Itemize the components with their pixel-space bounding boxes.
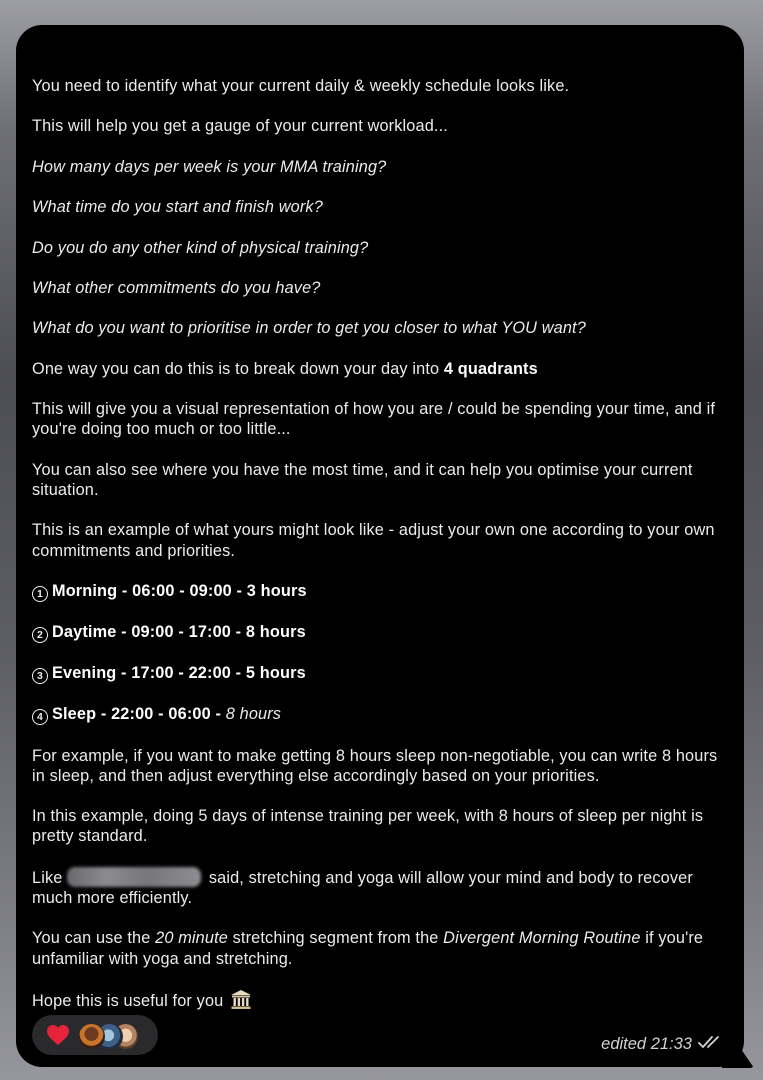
- quadrant-text: Daytime - 09:00 - 17:00 - 8 hours: [52, 623, 306, 642]
- quadrant-line: [32, 704, 726, 725]
- paragraph: [32, 359, 726, 379]
- quadrant-text: Sleep - 22:00 - 06:00 -: [52, 705, 226, 724]
- classical-building-icon: [230, 989, 252, 1015]
- text: stretching segment from the: [227, 929, 444, 948]
- circled-number: 4: [32, 709, 48, 725]
- text: said, stretching and yoga will allow your mind and body to recover much more efficiently.: [32, 868, 693, 908]
- question: What other commitments do you have?: [32, 278, 321, 297]
- question: What time do you start and finish work?: [32, 198, 323, 217]
- paragraph: You can also see where you have the most time, and it can help you optimise your current situation.: [32, 460, 693, 499]
- paragraph: You need to identify what your current daily & weekly schedule looks like.: [32, 77, 570, 95]
- question: What do you want to prioritise in order to get you closer to what YOU want?: [32, 319, 586, 338]
- circled-number: 1: [32, 586, 48, 602]
- paragraph: [32, 989, 726, 1015]
- quadrant-line: [32, 663, 726, 684]
- text: if you're unfamiliar with yoga and stretching.: [32, 929, 704, 968]
- italic-text: Divergent Morning Routine: [443, 929, 641, 948]
- bold-text: 4 quadrants: [443, 359, 538, 378]
- red-heart-icon[interactable]: [46, 1024, 70, 1051]
- quadrant-italic: 8 hours: [225, 705, 282, 724]
- edited-timestamp: edited 21:33: [601, 1035, 692, 1053]
- paragraph: This will help you get a gauge of your current workload...: [32, 117, 448, 136]
- circled-number: 2: [32, 627, 48, 643]
- message-text: [32, 76, 726, 1015]
- text: Like: [32, 868, 68, 887]
- message-bubble[interactable]: [16, 25, 744, 1067]
- italic-text: 20 minute: [155, 929, 228, 948]
- circled-number: 3: [32, 668, 48, 684]
- paragraph: This is an example of what yours might look like - adjust your own one according to your own commitments and priorities.: [32, 521, 715, 560]
- quadrant-text: Evening - 17:00 - 22:00 - 5 hours: [52, 664, 306, 683]
- paragraph: In this example, doing 5 days of intense training per week, with 8 hours of sleep per night is pretty standard.: [32, 807, 704, 846]
- paragraph: For example, if you want to make getting 8 hours sleep non-negotiable, you can write 8 hours in sleep, and then adjust everything else accordingly based on your priorities.: [32, 746, 718, 785]
- question: How many days per week is your MMA training?: [32, 157, 387, 176]
- paragraph: [32, 867, 726, 908]
- text: You can use the: [32, 929, 156, 948]
- quadrant-line: [32, 581, 726, 602]
- quadrant-line: [32, 622, 726, 643]
- quadrant-text: Morning - 06:00 - 09:00 - 3 hours: [52, 581, 307, 600]
- paragraph: [32, 928, 726, 968]
- question: Do you do any other kind of physical training?: [32, 238, 369, 257]
- text: One way you can do this is to break down your day into: [32, 359, 444, 378]
- reactions-pill[interactable]: [32, 1015, 158, 1055]
- avatar[interactable]: [78, 1023, 105, 1050]
- text: Hope this is useful for you: [32, 992, 224, 1011]
- blurred-mention: [67, 867, 201, 887]
- double-check-icon: [698, 1035, 722, 1054]
- paragraph: This will give you a visual representation of how you are / could be spending your time, and if you're doing too much or too little...: [32, 400, 716, 439]
- message-meta: [601, 1035, 722, 1054]
